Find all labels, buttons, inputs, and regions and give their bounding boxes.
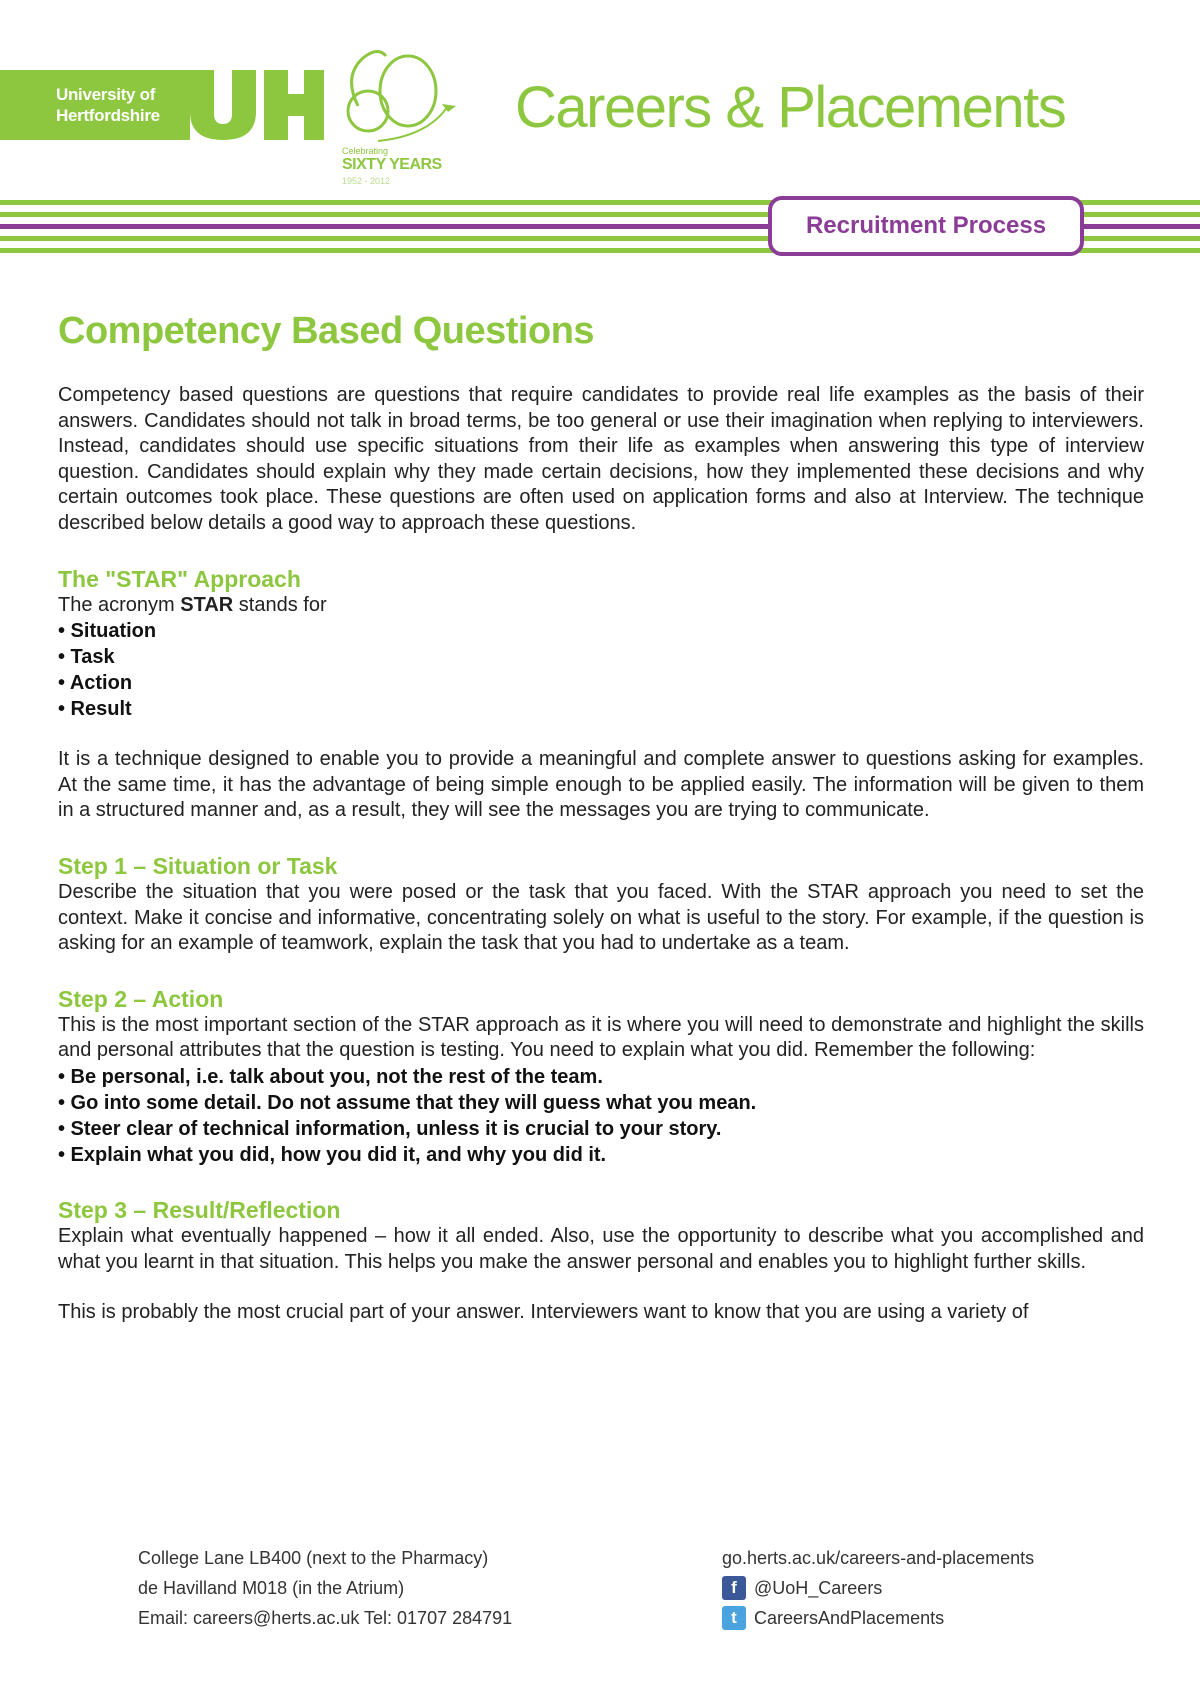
step1-heading: Step 1 – Situation or Task	[58, 852, 338, 879]
celebrating-text: Celebrating	[342, 146, 389, 156]
footer-address-line1: College Lane LB400 (next to the Pharmacy)	[138, 1548, 489, 1568]
footer-links	[722, 1543, 1034, 1633]
list-item: • Result	[58, 698, 132, 721]
list-item: • Action	[58, 672, 133, 695]
acronym-word: STAR	[180, 593, 234, 616]
anniversary-years: 1952 - 2012	[342, 176, 391, 186]
step2-text: This is the most important section of the STAR approach as it is where you will need to demonstrate and highlight the skills and personal attributes that the question is testing. You need to explain what you did. Remember the following:	[58, 1013, 1144, 1062]
footer-address-line2: de Havilland M018 (in the Atrium)	[138, 1578, 405, 1598]
list-item: • Explain what you did, how you did it, and why you did it.	[58, 1143, 607, 1166]
university-logo-block	[0, 70, 190, 140]
list-item: • Go into some detail. Do not assume that they will guess what you mean.	[58, 1091, 757, 1114]
footer-website[interactable]: go.herts.ac.uk/careers-and-placements	[722, 1548, 1035, 1568]
section-badge	[768, 196, 1084, 256]
document-body	[58, 310, 1144, 1326]
acronym-prefix: The acronym	[58, 593, 181, 616]
star-heading: The "STAR" Approach	[58, 565, 301, 592]
star-list	[58, 618, 1144, 722]
acronym-line	[58, 593, 1144, 619]
step2-heading: Step 2 – Action	[58, 985, 224, 1012]
step3-text-continued: This is probably the most crucial part of your answer. Interviewers want to know that you are using a variety of	[58, 1301, 1029, 1324]
uh-logo-mark	[184, 70, 324, 140]
footer-facebook[interactable]	[722, 1573, 1034, 1603]
acronym-suffix: stands for	[233, 593, 327, 616]
star-explanation: It is a technique designed to enable you to provide a meaningful and complete answer to questions asking for examples. At the same time, it has the advantage of being simple enough to be applied easily. The information will be given to them in a structured manner and, as a result, they will see the messages you are trying to communicate.	[58, 748, 1144, 822]
section-badge-label: Recruitment Process	[805, 212, 1047, 239]
sixty-years-graphic	[338, 46, 468, 146]
twitter-handle: CareersAndPlacements	[754, 1608, 945, 1628]
brand-title: Careers & Placements	[515, 75, 1066, 140]
list-item: • Be personal, i.e. talk about you, not the rest of the team.	[58, 1065, 603, 1088]
footer-contact: Email: careers@herts.ac.uk Tel: 01707 284791	[138, 1608, 513, 1628]
facebook-handle: @UoH_Careers	[754, 1578, 883, 1598]
footer-address	[138, 1543, 512, 1633]
footer-twitter[interactable]	[722, 1603, 1034, 1633]
list-item: • Steer clear of technical information, unless it is crucial to your story.	[58, 1117, 722, 1140]
step3-text: Explain what eventually happened – how it all ended. Also, use the opportunity to describe what you accomplished and what you learnt in that situation. This helps you make the answer personal and enables you to highlight further skills.	[58, 1224, 1144, 1273]
intro-paragraph: Competency based questions are questions that require candidates to provide real life examples as the basis of their answers. Candidates should not talk in broad terms, be too general or use their imagination when replying to interviewers. Instead, candidates should use specific situations from their life as examples when answering this type of interview question. Candidates should explain why they made certain decisions, how they implemented these decisions and why certain outcomes took place. These questions are often used on application forms and also at Interview. The technique described below details a good way to approach these questions.	[58, 384, 1144, 534]
page-title: Competency Based Questions	[58, 310, 595, 352]
sixty-years-logo	[338, 46, 468, 186]
step1-text: Describe the situation that you were posed or the task that you faced. With the STAR approach you need to set the context. Make it concise and informative, concentrating solely on what is useful to the story. For example, if the question is asking for an example of teamwork, explain the task that you had to undertake as a team.	[58, 880, 1144, 955]
list-item: • Task	[58, 646, 115, 669]
university-name-line2: Hertfordshire	[56, 106, 160, 125]
sixty-years-text: SIXTY YEARS	[342, 156, 442, 173]
university-name-line1: University of	[56, 85, 156, 104]
facebook-icon: f	[722, 1576, 746, 1600]
list-item: • Situation	[58, 620, 157, 643]
step2-points	[58, 1064, 1144, 1168]
twitter-icon: t	[722, 1606, 746, 1630]
step3-heading: Step 3 – Result/Reflection	[58, 1196, 341, 1223]
